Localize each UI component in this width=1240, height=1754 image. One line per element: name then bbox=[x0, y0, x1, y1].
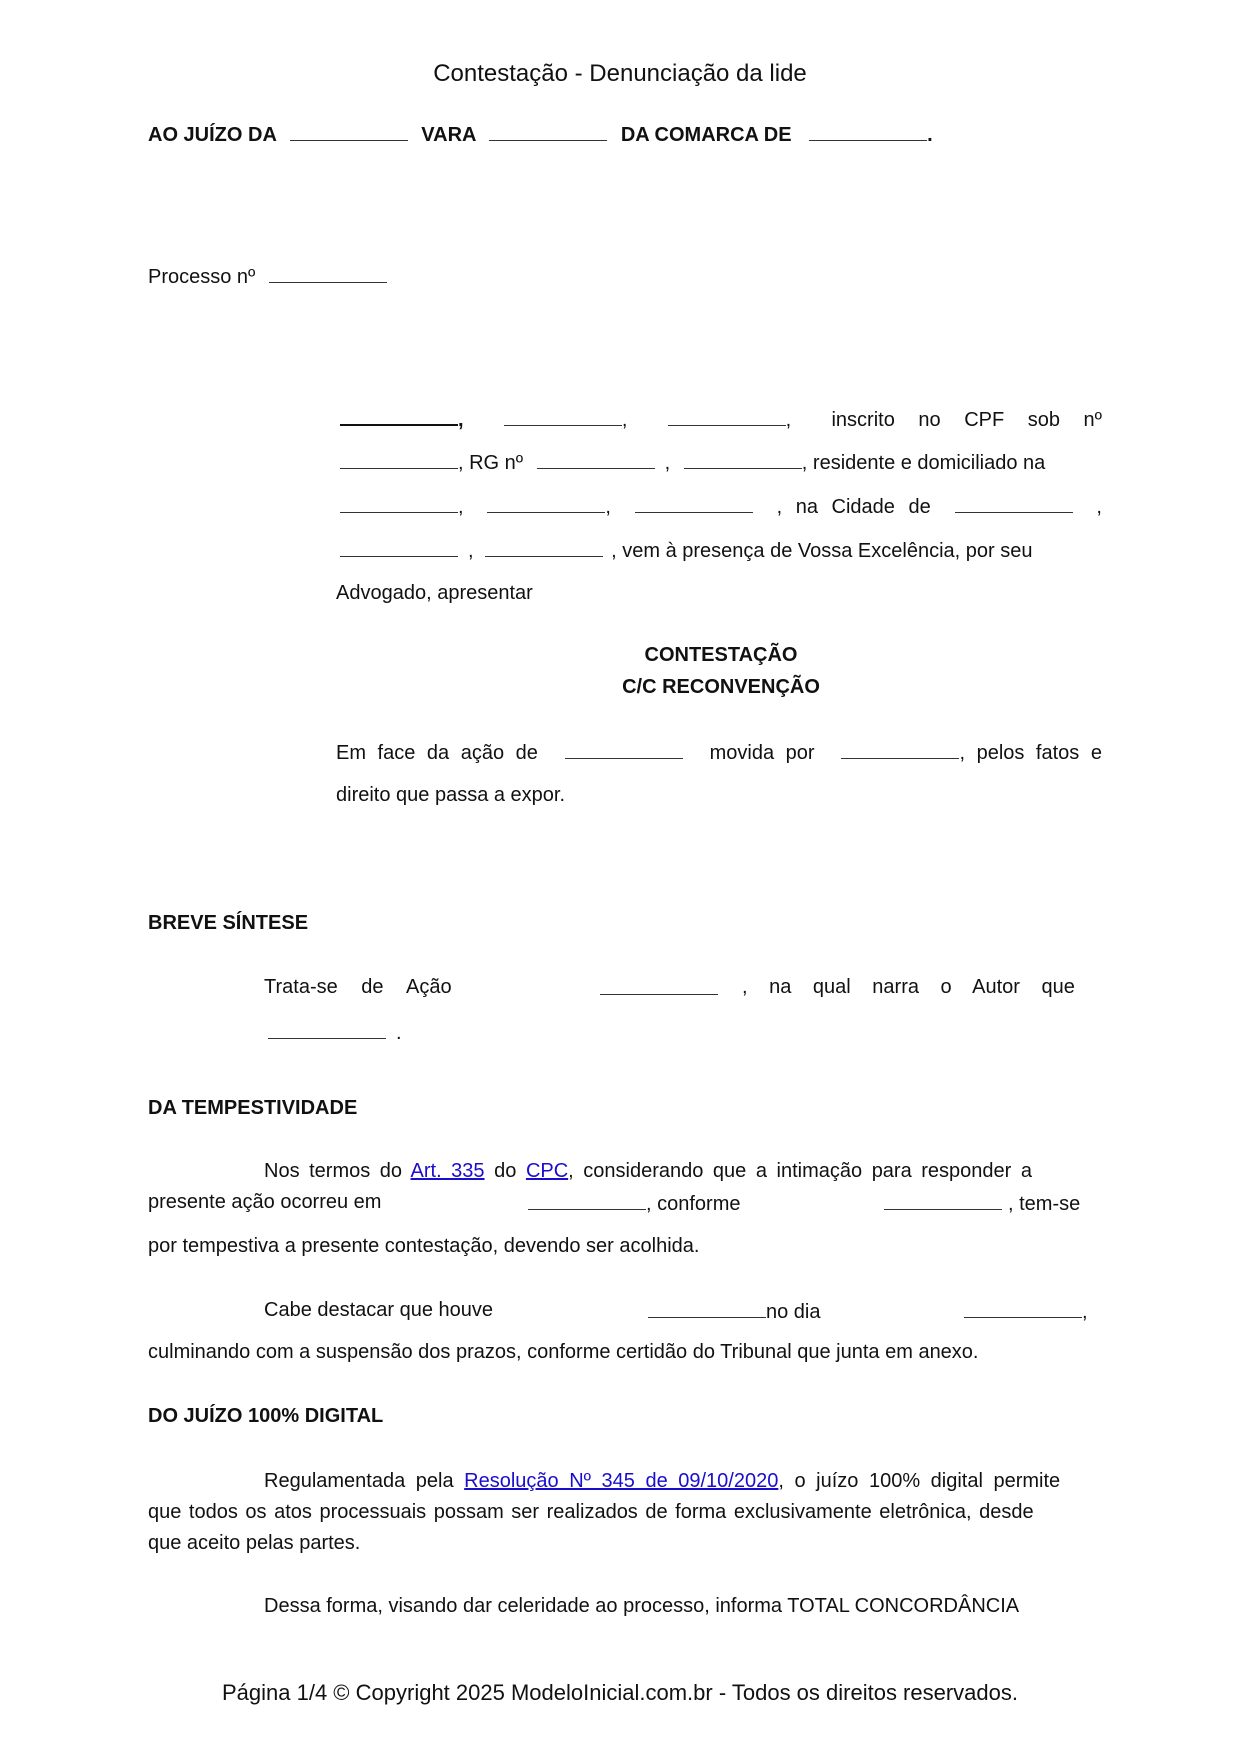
tempestividade-text: , tem-se bbox=[1008, 1193, 1081, 1215]
face-line-1 bbox=[336, 740, 1102, 765]
sintese-text: , na qual narra o Autor que bbox=[742, 976, 1075, 998]
section-heading-digital: DO JUÍZO 100% DIGITAL bbox=[148, 1405, 384, 1427]
tempestividade-line-1 bbox=[264, 1160, 1032, 1183]
digital-line-2: que todos os atos processuais possam ser realizados de forma exclusivamente eletrônica, desde bbox=[148, 1501, 1034, 1523]
cep-field[interactable] bbox=[485, 538, 603, 557]
rg-field[interactable] bbox=[537, 450, 655, 469]
cpc-link[interactable]: CPC bbox=[525, 1160, 569, 1182]
face-line-2: direito que passa a expor. bbox=[336, 784, 566, 806]
number-field[interactable] bbox=[487, 494, 605, 513]
tempestividade-text: do bbox=[494, 1160, 517, 1182]
blank-field[interactable] bbox=[489, 122, 607, 141]
qualification-line-4: , , vem à presença de Vossa Excelência, por seu bbox=[340, 538, 1032, 563]
face-text: , pelos fatos e bbox=[959, 742, 1102, 764]
action-type-field[interactable] bbox=[565, 740, 683, 759]
event-field[interactable] bbox=[648, 1299, 766, 1318]
plaintiff-field[interactable] bbox=[841, 740, 959, 759]
intimation-date-field[interactable] bbox=[528, 1191, 646, 1210]
doc-subtitle: C/C RECONVENÇÃO bbox=[622, 676, 820, 698]
face-text: Em face da ação de bbox=[336, 742, 538, 764]
action-name-field[interactable] bbox=[600, 976, 718, 995]
sintese-text: Trata-se de Ação bbox=[264, 976, 452, 998]
address-field[interactable] bbox=[340, 494, 458, 513]
city-field[interactable] bbox=[955, 494, 1073, 513]
name-field-group: , bbox=[340, 406, 464, 432]
processo-label: Processo nº bbox=[148, 266, 256, 288]
page-footer: Página 1/4 © Copyright 2025 ModeloInicial.com.br - Todos os direitos reservados. bbox=[222, 1680, 1018, 1705]
digital-line-3: que aceito pelas partes. bbox=[148, 1532, 361, 1554]
qualification-line-5: Advogado, apresentar bbox=[336, 582, 533, 604]
doc-title: CONTESTAÇÃO bbox=[644, 644, 798, 666]
section-heading-sintese: BREVE SÍNTESE bbox=[148, 912, 309, 934]
tempestividade-line-3: por tempestiva a presente contestação, devendo ser acolhida. bbox=[148, 1235, 700, 1257]
city-label: , na Cidade de bbox=[776, 496, 931, 518]
rg-label: , RG nº bbox=[458, 452, 524, 474]
residence-text: , residente e domiciliado na bbox=[801, 452, 1046, 474]
sintese-text: . bbox=[396, 1022, 402, 1044]
sintese-line-2 bbox=[268, 1020, 402, 1045]
document-title: Contestação - Denunciação da lide bbox=[433, 60, 807, 87]
tempestividade-line-4b bbox=[648, 1299, 821, 1324]
digital-text: Regulamentada pela bbox=[264, 1470, 454, 1492]
blank-field[interactable] bbox=[809, 122, 927, 141]
header-text: VARA bbox=[421, 124, 476, 146]
tempestividade-text: , bbox=[1082, 1301, 1088, 1323]
sintese-line-1 bbox=[264, 976, 452, 999]
tempestividade-line-2b bbox=[528, 1191, 740, 1216]
state-field[interactable] bbox=[340, 538, 458, 557]
digital-line-4: Dessa forma, visando dar celeridade ao processo, informa TOTAL CONCORDÂNCIA bbox=[264, 1595, 1020, 1617]
court-header bbox=[148, 122, 933, 147]
tempestividade-line-5: culminando com a suspensão dos prazos, conforme certidão do Tribunal que junta em anexo. bbox=[148, 1341, 979, 1363]
profession-field[interactable] bbox=[684, 450, 802, 469]
cpf-label: inscrito no CPF sob nº bbox=[831, 409, 1102, 431]
sintese-line-1c bbox=[742, 976, 1082, 999]
nationality-field[interactable] bbox=[504, 407, 622, 426]
digital-text: , o juízo 100% digital permite bbox=[778, 1470, 1061, 1492]
tempestividade-line-4: Cabe destacar que houve bbox=[264, 1299, 494, 1321]
tempestividade-text: Nos termos do bbox=[264, 1160, 403, 1182]
qualification-line-2: , RG nº , , residente e domiciliado na bbox=[340, 450, 1045, 475]
tempestividade-text: presente ação ocorreu em bbox=[148, 1191, 382, 1213]
art-335-link[interactable]: Art. 335 bbox=[410, 1160, 485, 1182]
tempestividade-line-4c bbox=[964, 1299, 1088, 1324]
blank-field[interactable] bbox=[290, 122, 408, 141]
name-field[interactable] bbox=[340, 406, 458, 426]
section-heading-tempestividade: DA TEMPESTIVIDADE bbox=[148, 1097, 358, 1119]
qualification-line-1: , , , inscrito no CPF sob nº bbox=[340, 406, 1102, 432]
header-text: AO JUÍZO DA bbox=[148, 124, 277, 146]
tempestividade-text: , conforme bbox=[646, 1193, 741, 1215]
resolucao-link[interactable]: Resolução Nº 345 de 09/10/2020 bbox=[464, 1470, 779, 1492]
sintese-line-1b bbox=[600, 976, 738, 1001]
digital-line-1 bbox=[264, 1470, 1060, 1493]
district-field[interactable] bbox=[635, 494, 753, 513]
header-text: DA COMARCA DE bbox=[620, 124, 792, 146]
event-date-field[interactable] bbox=[964, 1299, 1082, 1318]
qualification-line-3: , , , na Cidade de , bbox=[340, 494, 1102, 519]
cpf-field[interactable] bbox=[340, 450, 458, 469]
tempestividade-line-2c bbox=[884, 1191, 1080, 1216]
tempestividade-text: no dia bbox=[766, 1301, 821, 1323]
tempestividade-text: , considerando que a intimação para responder a bbox=[568, 1160, 1033, 1182]
processo-number-field[interactable] bbox=[269, 264, 387, 283]
face-text: movida por bbox=[709, 742, 815, 764]
presence-text: , vem à presença de Vossa Excelência, por seu bbox=[611, 540, 1033, 562]
header-text: . bbox=[927, 124, 933, 146]
narrative-field[interactable] bbox=[268, 1020, 386, 1039]
conforme-field[interactable] bbox=[884, 1191, 1002, 1210]
civil-status-field[interactable] bbox=[668, 407, 786, 426]
processo-line bbox=[148, 264, 387, 289]
